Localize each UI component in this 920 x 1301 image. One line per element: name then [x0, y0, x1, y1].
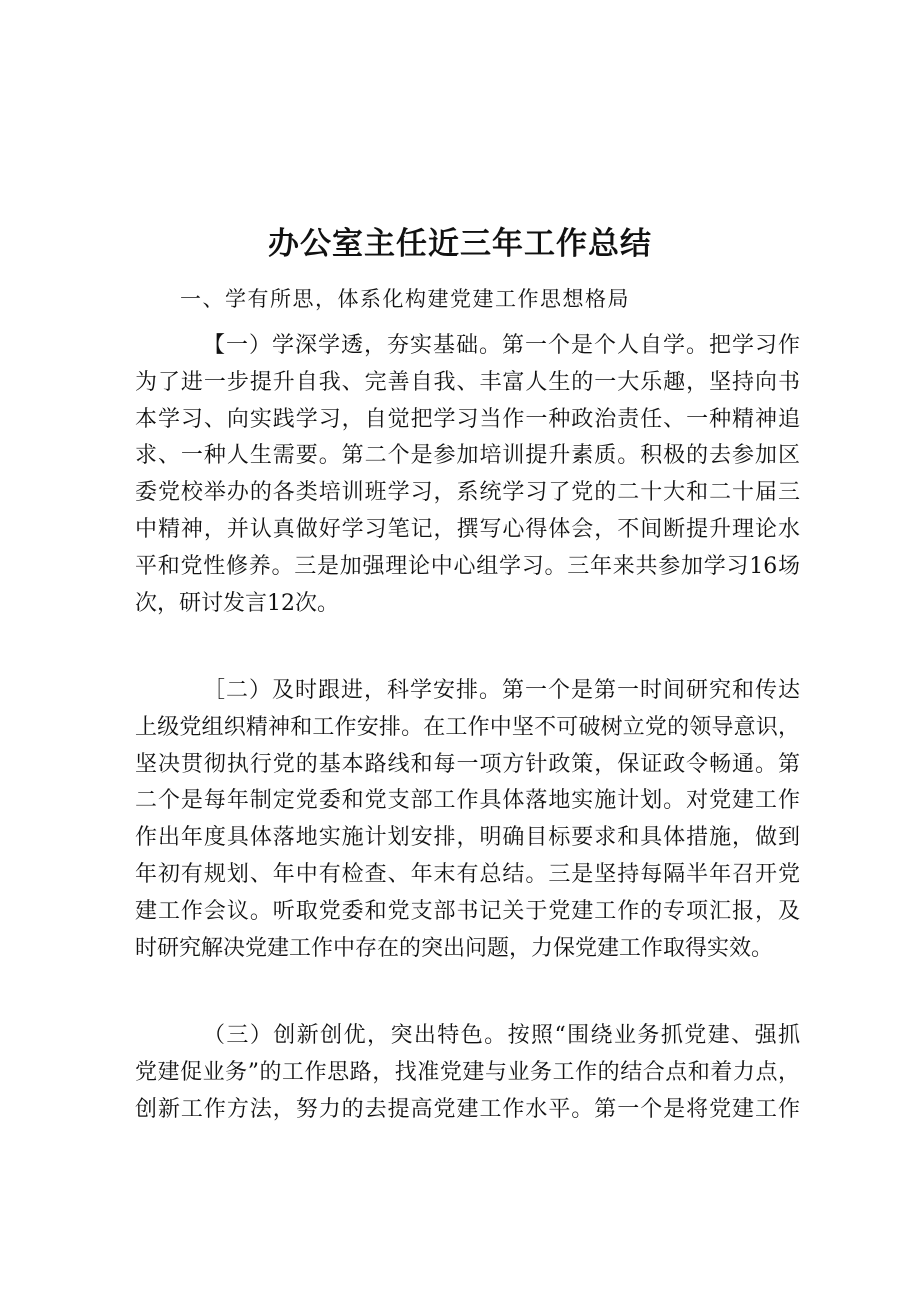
paragraph-line: 二个是每年制定党委和党支部工作具体落地实施计划。对党建工作	[135, 788, 800, 814]
paragraph-3	[135, 1018, 800, 1128]
paragraph-line: 时研究解决党建工作中存在的突出问题，力保党建工作取得实效。	[135, 935, 774, 961]
paragraph-line: 创新工作方法，努力的去提高党建工作水平。第一个是将党建工作	[135, 1096, 800, 1122]
paragraph-line: 本学习、向实践学习，自觉把学习当作一种政治责任、一种精神追	[135, 406, 800, 432]
paragraph-line: 作出年度具体落地实施计划安排，明确目标要求和具体措施，做到	[135, 825, 800, 851]
paragraph-line: 党建促业务”的工作思路，找准党建与业务工作的结合点和着力点，	[135, 1059, 800, 1085]
paragraph-1	[135, 328, 800, 622]
paragraph-line: 委党校举办的各类培训班学习，系统学习了党的二十大和二十届三	[135, 480, 800, 506]
paragraph-line: 中精神，并认真做好学习笔记，撰写心得体会，不间断提升理论水	[135, 516, 800, 542]
paragraph-line: （三）创新创优，突出特色。按照“围绕业务抓党建、强抓	[203, 1023, 800, 1048]
paragraph-2	[135, 673, 800, 967]
paragraph-line: 求、一种人生需要。第二个是参加培训提升素质。积极的去参加区	[135, 443, 800, 469]
paragraph-line: 建工作会议。听取党委和党支部书记关于党建工作的专项汇报，及	[135, 898, 800, 924]
paragraph-line: 平和党性修养。三是加强理论中心组学习。三年来共参加学习16场	[135, 553, 800, 579]
paragraph-line: 【一）学深学透，夯实基础。第一个是个人自学。把学习作	[203, 333, 800, 358]
paragraph-line: 上级党组织精神和工作安排。在工作中坚不可破树立党的领导意识，	[135, 714, 800, 740]
page-title: 办公室主任近三年工作总结	[268, 226, 652, 262]
paragraph-line: ［二）及时跟进，科学安排。第一个是第一时间研究和传达	[203, 678, 800, 703]
paragraph-line: 为了进一步提升自我、完善自我、丰富人生的一大乐趣，坚持向书	[135, 369, 800, 395]
section-heading: 一、学有所思，体系化构建党建工作思想格局	[180, 287, 630, 311]
paragraph-line: 次，研讨发言12次。	[135, 590, 339, 616]
paragraph-line: 坚决贯彻执行党的基本路线和每一项方针政策，保证政令畅通。第	[135, 751, 800, 777]
paragraph-line: 年初有规划、年中有检查、年末有总结。三是坚持每隔半年召开党	[135, 861, 800, 887]
